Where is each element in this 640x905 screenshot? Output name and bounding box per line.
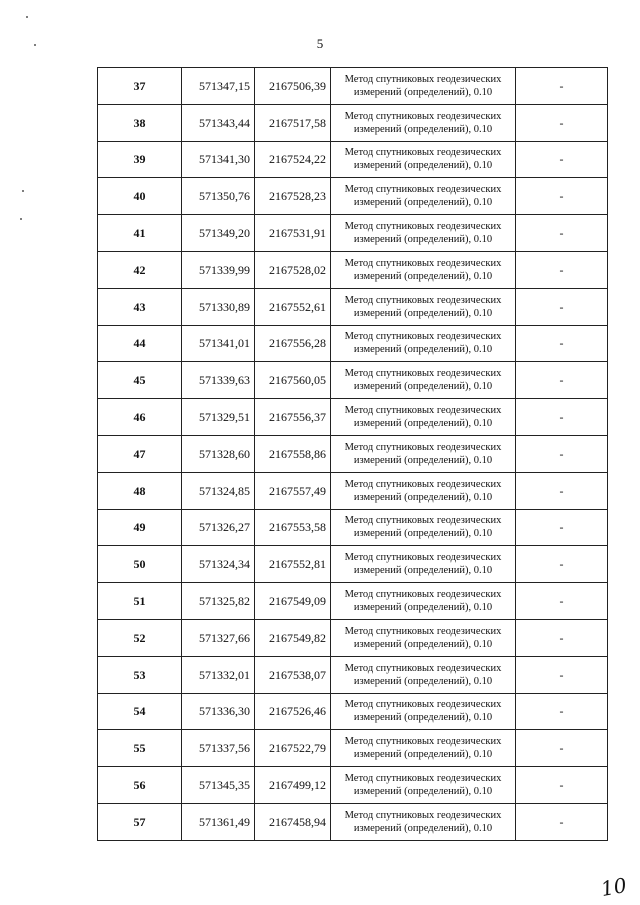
x-coordinate-cell: 571329,51 — [182, 399, 255, 436]
point-number-cell: 54 — [98, 693, 182, 730]
extra-cell: - — [516, 325, 608, 362]
table-row — [98, 399, 608, 436]
point-number-cell: 38 — [98, 104, 182, 141]
x-coordinate-cell: 571343,44 — [182, 104, 255, 141]
method-cell: Метод спутниковых геодезических измерений (определений), 0.10 — [331, 435, 516, 472]
table-row — [98, 619, 608, 656]
point-number-cell: 57 — [98, 803, 182, 840]
table-row — [98, 141, 608, 178]
table-row — [98, 215, 608, 252]
point-number-cell: 45 — [98, 362, 182, 399]
x-coordinate-cell: 571345,35 — [182, 767, 255, 804]
table-row — [98, 767, 608, 804]
point-number-cell: 39 — [98, 141, 182, 178]
method-cell: Метод спутниковых геодезических измерений (определений), 0.10 — [331, 472, 516, 509]
table-row — [98, 693, 608, 730]
table-row — [98, 730, 608, 767]
point-number-cell: 43 — [98, 288, 182, 325]
point-number-cell: 48 — [98, 472, 182, 509]
y-coordinate-cell: 2167506,39 — [255, 68, 331, 105]
table-row — [98, 68, 608, 105]
method-cell: Метод спутниковых геодезических измерений (определений), 0.10 — [331, 399, 516, 436]
table-row — [98, 656, 608, 693]
y-coordinate-cell: 2167549,82 — [255, 619, 331, 656]
extra-cell: - — [516, 68, 608, 105]
table-row — [98, 178, 608, 215]
x-coordinate-cell: 571328,60 — [182, 435, 255, 472]
handwritten-page-mark: 10 — [598, 872, 628, 902]
y-coordinate-cell: 2167549,09 — [255, 583, 331, 620]
table-row — [98, 583, 608, 620]
point-number-cell: 40 — [98, 178, 182, 215]
method-cell: Метод спутниковых геодезических измерений (определений), 0.10 — [331, 251, 516, 288]
extra-cell: - — [516, 104, 608, 141]
point-number-cell: 44 — [98, 325, 182, 362]
y-coordinate-cell: 2167552,81 — [255, 546, 331, 583]
x-coordinate-cell: 571330,89 — [182, 288, 255, 325]
extra-cell: - — [516, 435, 608, 472]
x-coordinate-cell: 571339,63 — [182, 362, 255, 399]
method-cell: Метод спутниковых геодезических измерений (определений), 0.10 — [331, 656, 516, 693]
y-coordinate-cell: 2167558,86 — [255, 435, 331, 472]
table-row — [98, 803, 608, 840]
extra-cell: - — [516, 362, 608, 399]
y-coordinate-cell: 2167538,07 — [255, 656, 331, 693]
x-coordinate-cell: 571341,01 — [182, 325, 255, 362]
point-number-cell: 50 — [98, 546, 182, 583]
point-number-cell: 51 — [98, 583, 182, 620]
page-number: 5 — [316, 36, 324, 51]
x-coordinate-cell: 571361,49 — [182, 803, 255, 840]
y-coordinate-cell: 2167524,22 — [255, 141, 331, 178]
extra-cell: - — [516, 288, 608, 325]
table-row — [98, 546, 608, 583]
extra-cell: - — [516, 399, 608, 436]
scan-speck — [26, 16, 28, 18]
method-cell: Метод спутниковых геодезических измерений (определений), 0.10 — [331, 583, 516, 620]
method-cell: Метод спутниковых геодезических измерений (определений), 0.10 — [331, 546, 516, 583]
extra-cell: - — [516, 141, 608, 178]
table-row — [98, 104, 608, 141]
point-number-cell: 52 — [98, 619, 182, 656]
x-coordinate-cell: 571324,85 — [182, 472, 255, 509]
extra-cell: - — [516, 583, 608, 620]
method-cell: Метод спутниковых геодезических измерений (определений), 0.10 — [331, 141, 516, 178]
scan-speck — [20, 218, 22, 220]
x-coordinate-cell: 571350,76 — [182, 178, 255, 215]
extra-cell: - — [516, 472, 608, 509]
point-number-cell: 56 — [98, 767, 182, 804]
extra-cell: - — [516, 693, 608, 730]
point-number-cell: 42 — [98, 251, 182, 288]
extra-cell: - — [516, 619, 608, 656]
y-coordinate-cell: 2167499,12 — [255, 767, 331, 804]
method-cell: Метод спутниковых геодезических измерений (определений), 0.10 — [331, 619, 516, 656]
x-coordinate-cell: 571336,30 — [182, 693, 255, 730]
method-cell: Метод спутниковых геодезических измерений (определений), 0.10 — [331, 803, 516, 840]
method-cell: Метод спутниковых геодезических измерений (определений), 0.10 — [331, 288, 516, 325]
extra-cell: - — [516, 546, 608, 583]
x-coordinate-cell: 571339,99 — [182, 251, 255, 288]
point-number-cell: 46 — [98, 399, 182, 436]
y-coordinate-cell: 2167560,05 — [255, 362, 331, 399]
extra-cell: - — [516, 251, 608, 288]
method-cell: Метод спутниковых геодезических измерений (определений), 0.10 — [331, 325, 516, 362]
coordinates-table — [97, 67, 608, 841]
x-coordinate-cell: 571325,82 — [182, 583, 255, 620]
extra-cell: - — [516, 767, 608, 804]
point-number-cell: 49 — [98, 509, 182, 546]
table-row — [98, 435, 608, 472]
extra-cell: - — [516, 509, 608, 546]
y-coordinate-cell: 2167552,61 — [255, 288, 331, 325]
scan-speck — [22, 190, 24, 192]
point-number-cell: 53 — [98, 656, 182, 693]
table-row — [98, 509, 608, 546]
y-coordinate-cell: 2167531,91 — [255, 215, 331, 252]
method-cell: Метод спутниковых геодезических измерений (определений), 0.10 — [331, 767, 516, 804]
y-coordinate-cell: 2167517,58 — [255, 104, 331, 141]
table-row — [98, 288, 608, 325]
extra-cell: - — [516, 803, 608, 840]
point-number-cell: 47 — [98, 435, 182, 472]
y-coordinate-cell: 2167553,58 — [255, 509, 331, 546]
x-coordinate-cell: 571324,34 — [182, 546, 255, 583]
point-number-cell: 37 — [98, 68, 182, 105]
method-cell: Метод спутниковых геодезических измерений (определений), 0.10 — [331, 693, 516, 730]
table-row — [98, 472, 608, 509]
extra-cell: - — [516, 215, 608, 252]
x-coordinate-cell: 571332,01 — [182, 656, 255, 693]
extra-cell: - — [516, 178, 608, 215]
point-number-cell: 41 — [98, 215, 182, 252]
x-coordinate-cell: 571347,15 — [182, 68, 255, 105]
y-coordinate-cell: 2167557,49 — [255, 472, 331, 509]
y-coordinate-cell: 2167528,02 — [255, 251, 331, 288]
method-cell: Метод спутниковых геодезических измерений (определений), 0.10 — [331, 104, 516, 141]
y-coordinate-cell: 2167556,28 — [255, 325, 331, 362]
x-coordinate-cell: 571349,20 — [182, 215, 255, 252]
y-coordinate-cell: 2167528,23 — [255, 178, 331, 215]
method-cell: Метод спутниковых геодезических измерений (определений), 0.10 — [331, 730, 516, 767]
table-row — [98, 362, 608, 399]
y-coordinate-cell: 2167526,46 — [255, 693, 331, 730]
extra-cell: - — [516, 656, 608, 693]
scan-speck — [34, 44, 36, 46]
method-cell: Метод спутниковых геодезических измерений (определений), 0.10 — [331, 509, 516, 546]
method-cell: Метод спутниковых геодезических измерений (определений), 0.10 — [331, 215, 516, 252]
x-coordinate-cell: 571337,56 — [182, 730, 255, 767]
coordinates-table-body — [98, 68, 608, 841]
y-coordinate-cell: 2167556,37 — [255, 399, 331, 436]
y-coordinate-cell: 2167458,94 — [255, 803, 331, 840]
x-coordinate-cell: 571327,66 — [182, 619, 255, 656]
x-coordinate-cell: 571341,30 — [182, 141, 255, 178]
y-coordinate-cell: 2167522,79 — [255, 730, 331, 767]
method-cell: Метод спутниковых геодезических измерений (определений), 0.10 — [331, 68, 516, 105]
table-row — [98, 325, 608, 362]
x-coordinate-cell: 571326,27 — [182, 509, 255, 546]
method-cell: Метод спутниковых геодезических измерений (определений), 0.10 — [331, 362, 516, 399]
point-number-cell: 55 — [98, 730, 182, 767]
extra-cell: - — [516, 730, 608, 767]
table-row — [98, 251, 608, 288]
method-cell: Метод спутниковых геодезических измерений (определений), 0.10 — [331, 178, 516, 215]
